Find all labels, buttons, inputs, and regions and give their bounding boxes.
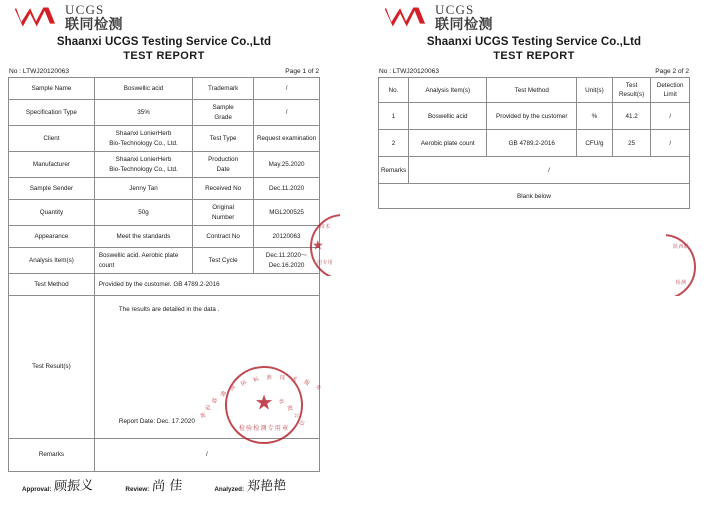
cell-unit: % xyxy=(577,103,613,130)
signature-label: Review: xyxy=(125,486,150,494)
seal-bottom-text: 检验检测专用章 xyxy=(238,425,290,433)
table-row xyxy=(9,78,320,100)
remarks-value: / xyxy=(409,157,690,184)
row-value-secondary: / xyxy=(254,78,320,100)
row-value: Shaanxi LonierHerb Bio-Technology Co., Ltd. xyxy=(94,152,192,178)
cell-analysis-item: Boswellic acid xyxy=(409,103,487,130)
riding-seal-bottom-text: 检测 xyxy=(675,280,687,286)
signature-group xyxy=(125,478,184,495)
row-label: Quantity xyxy=(9,200,95,226)
cell-test-method: GB 4789.2-2016 xyxy=(487,130,577,157)
row-label: Specification Type xyxy=(9,100,95,126)
row-value: 35% xyxy=(94,100,192,126)
test-method-label: Test Method xyxy=(9,274,95,296)
report-page-2 xyxy=(378,0,690,286)
row-label-secondary: Received No xyxy=(193,178,254,200)
riding-seal-top-text: 技术 xyxy=(319,224,331,230)
row-label: Manufacturer xyxy=(9,152,95,178)
column-header: Test Method xyxy=(487,78,577,103)
column-header: Detection Limit xyxy=(651,78,690,103)
riding-seal-star-icon: ★ xyxy=(312,237,324,253)
row-value: 50g xyxy=(94,200,192,226)
table-row xyxy=(9,100,320,126)
remarks-value: / xyxy=(94,439,319,472)
table-row xyxy=(379,103,690,130)
column-header: No. xyxy=(379,78,409,103)
company-name: Shaanxi UCGS Testing Service Co.,Ltd xyxy=(426,36,642,48)
row-label: Appearance xyxy=(9,226,95,248)
company-logo xyxy=(8,0,320,34)
signature-name: 郑艳艳 xyxy=(246,478,287,495)
report-meta-row xyxy=(378,68,690,77)
ucgs-zigzag-logo-icon xyxy=(14,4,58,30)
table-row xyxy=(379,130,690,157)
cell-no: 1 xyxy=(379,103,409,130)
signature-label: Analyzed: xyxy=(214,486,245,494)
page-indicator: Page 1 of 2 xyxy=(285,68,319,75)
remarks-label: Remarks xyxy=(379,157,409,184)
cell-detection-limit: / xyxy=(651,130,690,157)
row-label-secondary: Production Date xyxy=(193,152,254,178)
column-header: Analysis Item(s) xyxy=(409,78,487,103)
remarks-label: Remarks xyxy=(9,439,95,472)
table-row-blank xyxy=(379,184,690,209)
row-label-secondary: Test Type xyxy=(193,126,254,152)
row-value: Shaanxi LonierHerb Bio-Technology Co., Ltd. xyxy=(94,126,192,152)
row-value: Jenny Tan xyxy=(94,178,192,200)
blank-below-text: Blank below xyxy=(379,184,690,209)
column-header: Test Result(s) xyxy=(612,78,651,103)
riding-seal-bottom-text: 用专用 xyxy=(317,260,333,266)
results-label: Test Result(s) xyxy=(9,296,95,439)
row-value: Boswellic acid. Aerobic plate count xyxy=(94,248,192,274)
row-label-secondary: Sample Grade xyxy=(193,100,254,126)
row-label: Client xyxy=(9,126,95,152)
row-label: Analysis Item(s) xyxy=(9,248,95,274)
page-indicator: Page 2 of 2 xyxy=(655,68,689,75)
signature-row xyxy=(8,478,320,495)
row-label-secondary: Trademark xyxy=(193,78,254,100)
logo-chinese-text: 联同检测 xyxy=(65,16,123,32)
table-row-remarks xyxy=(379,157,690,184)
cell-unit: CFU/g xyxy=(577,130,613,157)
table-row xyxy=(9,226,320,248)
logo-chinese-text: 联同检测 xyxy=(435,16,493,32)
signature-group xyxy=(22,478,95,495)
column-header: Unit(s) xyxy=(577,78,613,103)
company-logo-page2 xyxy=(378,0,690,34)
row-value-secondary: Dec.11.2020 xyxy=(254,178,320,200)
logo-english-text: UCGS xyxy=(435,2,475,17)
logo-english-text: UCGS xyxy=(65,2,105,17)
row-label: Sample Sender xyxy=(9,178,95,200)
report-number: No : LTWJ20120063 xyxy=(9,68,69,75)
analysis-results-table xyxy=(378,77,690,209)
results-content xyxy=(94,296,322,439)
row-value-secondary: / xyxy=(254,100,320,126)
signature-group xyxy=(214,478,287,495)
report-number: No : LTWJ20120063 xyxy=(379,68,439,75)
table-row xyxy=(9,178,320,200)
cell-test-method: Provided by the customer xyxy=(487,103,577,130)
table-row xyxy=(9,126,320,152)
seal-arc-text: 陕西联通国际 标 准 技 术 服务有限公司 xyxy=(200,374,322,426)
ucgs-zigzag-logo-icon xyxy=(384,4,428,30)
row-value: Meet the standards xyxy=(94,226,192,248)
page-title: TEST REPORT xyxy=(123,50,205,62)
row-label: Sample Name xyxy=(9,78,95,100)
row-label-secondary: Test Cycle xyxy=(193,248,254,274)
report-info-table xyxy=(8,77,320,472)
table-row-remarks xyxy=(9,439,320,472)
row-value-secondary: Dec.11.2020～Dec.16.2020 xyxy=(254,248,320,274)
page-title: TEST REPORT xyxy=(493,50,575,62)
riding-seal-top-text: 陕西联 xyxy=(673,244,689,250)
report-page-1 xyxy=(8,0,333,495)
results-text: The results are detailed in the data . xyxy=(118,306,220,313)
official-seal-stamp xyxy=(200,366,322,444)
riding-seal-stamp xyxy=(666,234,696,296)
cell-analysis-item: Aerobic plate count xyxy=(409,130,487,157)
signature-name: 尚 佳 xyxy=(151,478,184,495)
table-row xyxy=(9,248,320,274)
row-value-secondary: 20120063 xyxy=(254,226,320,248)
row-label-secondary: Contract No xyxy=(193,226,254,248)
table-row xyxy=(9,200,320,226)
row-label-secondary: Original Number xyxy=(193,200,254,226)
cell-detection-limit: / xyxy=(651,103,690,130)
table-row-results xyxy=(9,296,320,439)
report-date: Report Date: Dec. 17.2020 xyxy=(118,417,195,425)
table-row xyxy=(9,152,320,178)
row-value-secondary: May.25.2020 xyxy=(254,152,320,178)
test-method-value: Provided by the customer. GB 4789.2-2016 xyxy=(94,274,319,296)
signature-label: Approval: xyxy=(22,486,52,494)
company-name: Shaanxi UCGS Testing Service Co.,Ltd xyxy=(56,36,272,48)
cell-test-result: 25 xyxy=(612,130,651,157)
seal-star-icon: ★ xyxy=(254,391,274,415)
report-meta-row xyxy=(8,68,320,77)
cell-test-result: 41.2 xyxy=(612,103,651,130)
row-value: Boswellic acid xyxy=(94,78,192,100)
cell-no: 2 xyxy=(379,130,409,157)
row-value-secondary: Request examination xyxy=(254,126,320,152)
row-value-secondary: MGL200525 xyxy=(254,200,320,226)
table-row-test-method xyxy=(9,274,320,296)
table-header-row xyxy=(379,78,690,103)
signature-name: 顾振义 xyxy=(53,478,95,495)
